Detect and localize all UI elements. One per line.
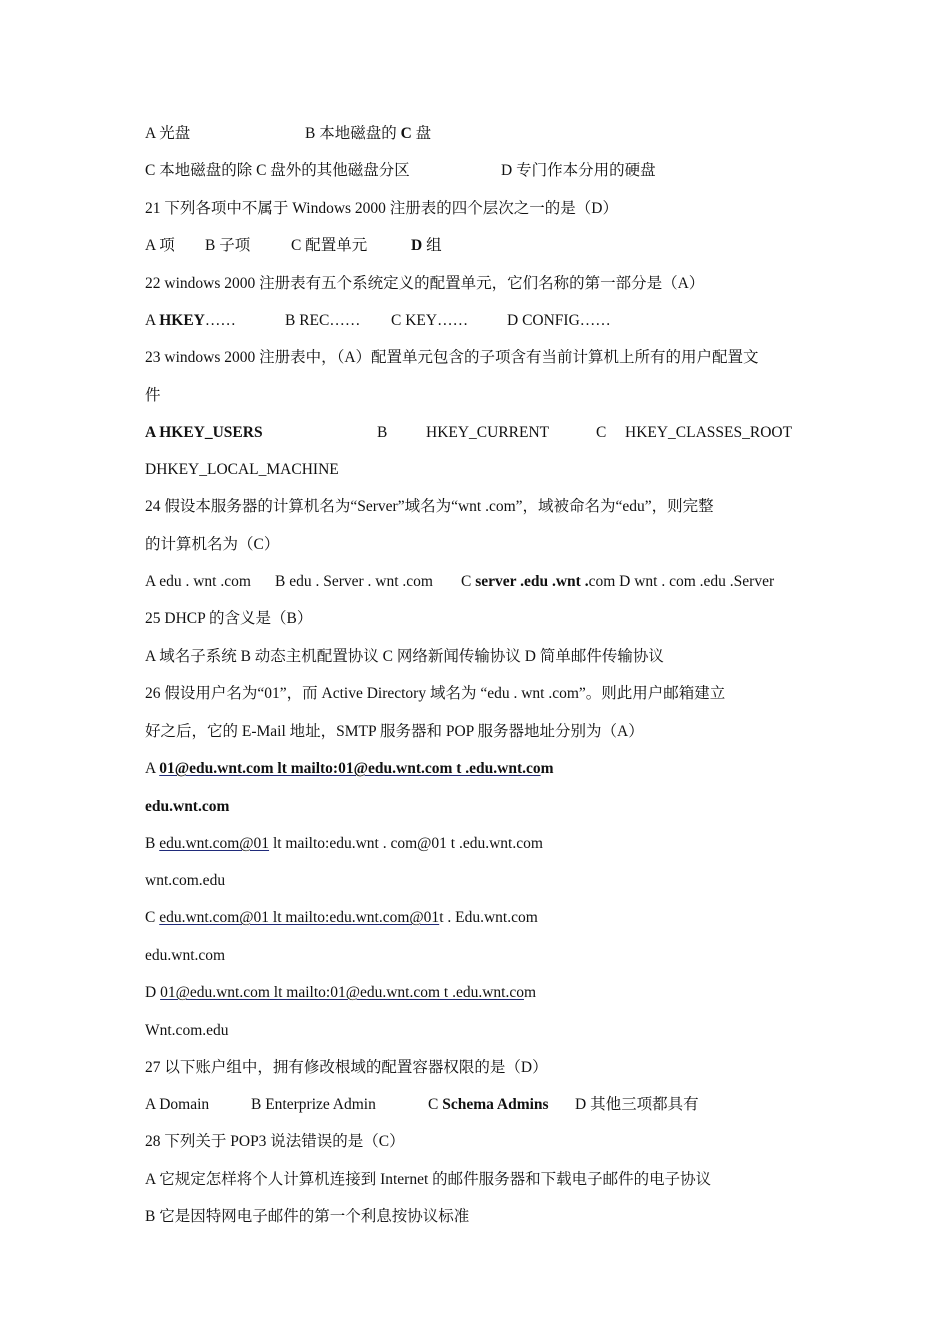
text-segment-bold: m xyxy=(540,760,554,777)
email-link[interactable]: 01@edu.wnt.com lt mailto:01@edu.wnt.com t .edu.wnt.co xyxy=(160,984,524,1001)
text-segment: B 本地磁盘的 xyxy=(305,125,401,142)
text-segment: A edu . wnt .com xyxy=(145,573,251,590)
text-line xyxy=(145,759,554,779)
text-line xyxy=(145,535,279,555)
text-segment: D 其他三项都具有 xyxy=(575,1096,699,1113)
text-line xyxy=(145,983,536,1003)
text-segment: 22 windows 2000 注册表有五个系统定义的配置单元，它们名称的第一部分是（A） xyxy=(145,275,705,292)
text-segment: B xyxy=(377,424,388,441)
text-segment: D xyxy=(145,984,161,1001)
text-segment: t . Edu.wnt.com xyxy=(439,909,538,926)
text-segment: wnt.com.edu xyxy=(145,872,226,889)
text-segment: B Enterprize Admin xyxy=(251,1096,376,1113)
text-line xyxy=(145,871,225,891)
text-segment-bold: Schema Admins xyxy=(442,1096,549,1113)
text-segment: D CONFIG…… xyxy=(507,312,611,329)
text-segment: Wnt.com.edu xyxy=(145,1022,229,1039)
text-segment-bold: edu.wnt.com xyxy=(145,798,230,815)
text-segment: HKEY_CURRENT xyxy=(426,424,550,441)
text-line xyxy=(145,684,725,704)
text-line xyxy=(145,722,644,742)
text-segment: m xyxy=(523,984,537,1001)
text-segment-bold: D xyxy=(411,237,423,254)
text-segment: …… xyxy=(204,312,236,329)
text-segment: 组 xyxy=(422,237,442,254)
text-segment: A 光盘 xyxy=(145,125,191,142)
text-line xyxy=(145,1058,548,1078)
text-segment: DHKEY_LOCAL_MACHINE xyxy=(145,461,339,478)
text-segment: A xyxy=(145,760,160,777)
text-segment: A Domain xyxy=(145,1096,210,1113)
text-segment-bold: C xyxy=(400,125,412,142)
text-line xyxy=(145,834,543,854)
text-line xyxy=(145,1021,229,1041)
text-line xyxy=(145,1170,711,1190)
text-line xyxy=(145,274,704,294)
text-segment: 21 下列各项中不属于 Windows 2000 注册表的四个层次之一的是（D） xyxy=(145,200,618,217)
text-segment: C xyxy=(596,424,607,441)
text-line xyxy=(145,946,225,966)
text-line xyxy=(145,609,312,629)
text-line xyxy=(145,161,656,181)
text-segment: 27 以下账户组中，拥有修改根域的配置容器权限的是（D） xyxy=(145,1059,548,1076)
text-segment-bold: HKEY xyxy=(159,312,205,329)
text-line xyxy=(145,497,714,517)
text-line xyxy=(145,647,664,667)
text-segment-bold: A HKEY_USERS xyxy=(145,424,263,441)
text-segment: com D wnt . com .edu .Server xyxy=(588,573,775,590)
text-segment: A xyxy=(145,312,160,329)
text-segment: 24 假设本服务器的计算机名为“Server”域名为“wnt .com”，域被命名为“edu”，则完整 xyxy=(145,498,714,515)
text-segment: lt mailto:edu.wnt . com@01 t .edu.wnt.com xyxy=(269,835,543,852)
text-segment: C xyxy=(145,909,160,926)
text-segment: A 项 xyxy=(145,237,175,254)
text-segment: C KEY…… xyxy=(391,312,469,329)
text-line xyxy=(145,386,161,406)
text-line xyxy=(145,348,759,368)
text-line xyxy=(145,1132,405,1152)
text-segment: D 专门作本分用的硬盘 xyxy=(501,162,656,179)
text-segment: A 域名子系统 B 动态主机配置协议 C 网络新闻传输协议 D 简单邮件传输协议 xyxy=(145,648,664,665)
email-link[interactable]: edu.wnt.com@01 xyxy=(159,835,270,852)
text-segment: HKEY_CLASSES_ROOT xyxy=(625,424,793,441)
text-segment: B 它是因特网电子邮件的第一个利息按协议标准 xyxy=(145,1208,470,1225)
text-line xyxy=(145,908,538,928)
text-segment: 23 windows 2000 注册表中，（A）配置单元包含的子项含有当前计算机上所有的用户配置文 xyxy=(145,349,759,366)
text-segment: C xyxy=(461,573,476,590)
text-line xyxy=(145,1207,469,1227)
text-line xyxy=(145,199,618,219)
text-segment: A 它规定怎样将个人计算机连接到 Internet 的邮件服务器和下载电子邮件的电子协议 xyxy=(145,1171,712,1188)
text-segment: B REC…… xyxy=(285,312,361,329)
text-segment: 25 DHCP 的含义是（B） xyxy=(145,610,313,627)
text-segment: C 配置单元 xyxy=(291,237,368,254)
text-segment: 盘 xyxy=(411,125,432,142)
text-line xyxy=(145,460,339,480)
text-segment: B 子项 xyxy=(205,237,251,254)
text-line xyxy=(145,124,432,144)
text-segment: edu.wnt.com xyxy=(145,947,226,964)
text-segment: C xyxy=(428,1096,443,1113)
text-segment: 件 xyxy=(145,387,161,404)
text-line xyxy=(145,797,229,817)
text-segment: 28 下列关于 POP3 说法错误的是（C） xyxy=(145,1133,405,1150)
text-segment-bold: server .edu .wnt . xyxy=(475,573,589,590)
text-segment: 26 假设用户名为“01”，而 Active Directory 域名为 “edu . wnt .com”。则此用户邮箱建立 xyxy=(145,685,726,702)
text-segment: 好之后，它的 E-Mail 地址，SMTP 服务器和 POP 服务器地址分别为（A） xyxy=(145,723,644,740)
text-segment: 的计算机名为（C） xyxy=(145,536,280,553)
email-link[interactable]: edu.wnt.com@01 lt mailto:edu.wnt.com@01 xyxy=(159,909,440,926)
text-segment: C 本地磁盘的除 C 盘外的其他磁盘分区 xyxy=(145,162,410,179)
email-link[interactable]: 01@edu.wnt.com lt mailto:01@edu.wnt.com t .edu.wnt.co xyxy=(159,760,541,777)
text-segment: B xyxy=(145,835,160,852)
text-segment: B edu . Server . wnt .com xyxy=(275,573,433,590)
